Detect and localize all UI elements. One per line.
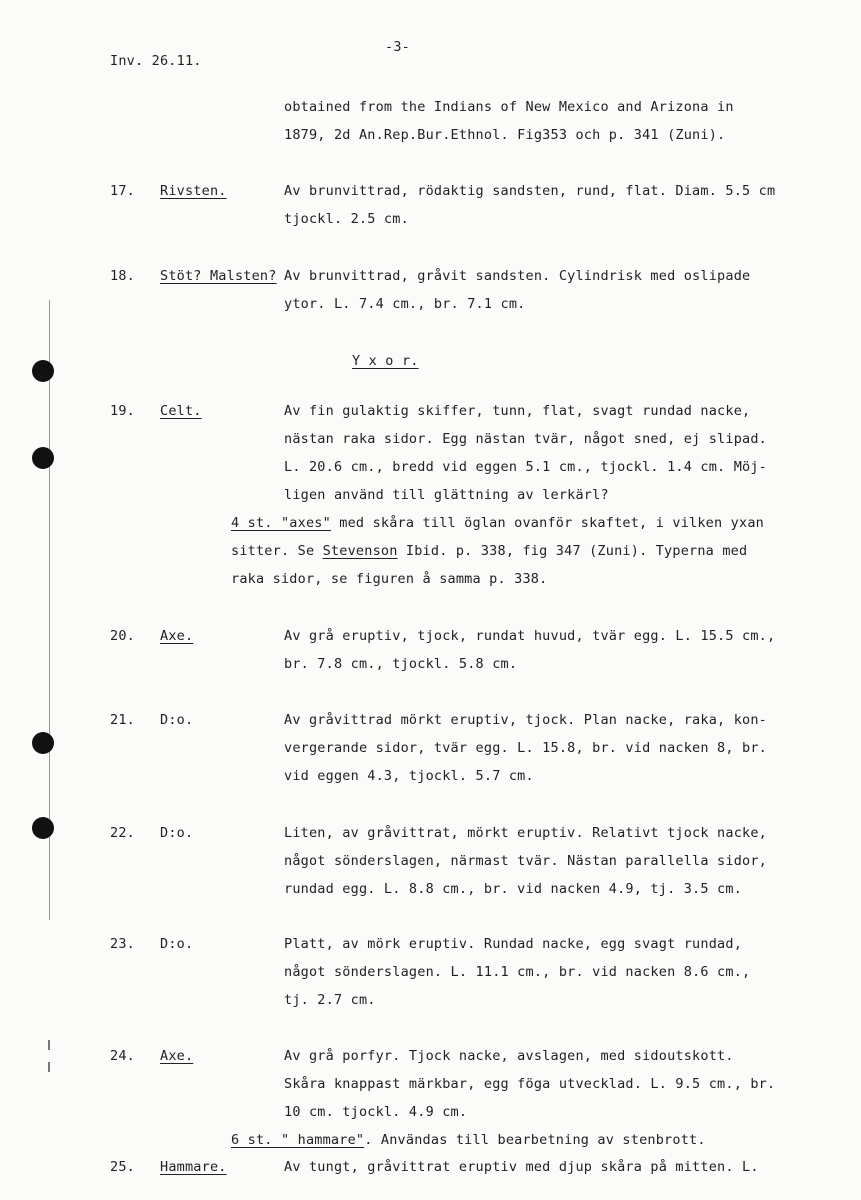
entry-number: 24.	[110, 1048, 135, 1064]
entry-name: D:o.	[160, 825, 194, 841]
entry-number: 17.	[110, 183, 135, 199]
axes-note-text: sitter. Se	[231, 543, 323, 559]
entry-line: vergerande sidor, tvär egg. L. 15.8, br. vid nacken 8, br.	[284, 740, 768, 756]
entry-line: rundad egg. L. 8.8 cm., br. vid nacken 4.9, tj. 3.5 cm.	[284, 881, 743, 897]
entry-name: Celt.	[160, 403, 202, 419]
entry-name: Hammare.	[160, 1159, 227, 1175]
entry-line: Av gråvittrad mörkt eruptiv, tjock. Plan nacke, raka, kon-	[284, 712, 768, 728]
hammer-note-lead: 6 st. " hammare"	[231, 1132, 365, 1148]
margin-mark	[48, 1062, 50, 1072]
entry-name: Axe.	[160, 1048, 194, 1064]
entry-line: Av brunvittrad, rödaktig sandsten, rund, flat. Diam. 5.5 cm	[284, 183, 776, 199]
axes-note-line	[231, 514, 764, 532]
axes-note-reference: Stevenson	[322, 543, 398, 559]
axes-note-text: med skåra till öglan ovanför skaftet, i vilken yxan	[330, 515, 764, 531]
hammer-note-text: . Användas till bearbetning av stenbrott.	[364, 1132, 706, 1148]
punch-hole	[32, 817, 54, 839]
entry-line: Av grå porfyr. Tjock nacke, avslagen, med sidoutskott.	[284, 1048, 734, 1064]
axes-note-line: raka sidor, se figuren å samma p. 338.	[231, 571, 548, 587]
entry-line: något sönderslagen, närmast tvär. Nästan parallella sidor,	[284, 853, 768, 869]
entry-line: Av tungt, gråvittrat eruptiv med djup skåra på mitten. L.	[284, 1159, 759, 1175]
page-number: -3-	[385, 39, 410, 55]
entry-line: Av fin gulaktig skiffer, tunn, flat, svagt rundad nacke,	[284, 403, 751, 419]
entry-line: något sönderslagen. L. 11.1 cm., br. vid nacken 8.6 cm.,	[284, 964, 751, 980]
axes-note-line	[231, 542, 747, 560]
entry-number: 25.	[110, 1159, 135, 1175]
entry-line: ytor. L. 7.4 cm., br. 7.1 cm.	[284, 296, 526, 312]
hammer-note-line	[231, 1131, 706, 1149]
entry-line: nästan raka sidor. Egg nästan tvär, något sned, ej slipad.	[284, 431, 768, 447]
axes-note-text: Ibid. p. 338, fig 347 (Zuni). Typerna med	[397, 543, 748, 559]
section-title: Y x o r.	[352, 353, 419, 369]
entry-line: Av brunvittrad, gråvit sandsten. Cylindrisk med oslipade	[284, 268, 751, 284]
entry-number: 18.	[110, 268, 135, 284]
entry-number: 19.	[110, 403, 135, 419]
punch-hole	[32, 447, 54, 469]
punch-hole	[32, 360, 54, 382]
entry-line: Av grå eruptiv, tjock, rundat huvud, tvär egg. L. 15.5 cm.,	[284, 628, 776, 644]
entry-line: Liten, av gråvittrat, mörkt eruptiv. Relativt tjock nacke,	[284, 825, 768, 841]
entry-name: D:o.	[160, 712, 194, 728]
entry-line: Skåra knappast märkbar, egg föga utvecklad. L. 9.5 cm., br.	[284, 1076, 776, 1092]
axes-note-lead: 4 st. "axes"	[231, 515, 331, 531]
entry-name: Stöt? Malsten?	[160, 268, 277, 284]
margin-mark	[48, 1040, 50, 1050]
intro-line: 1879, 2d An.Rep.Bur.Ethnol. Fig353 och p. 341 (Zuni).	[284, 127, 726, 143]
entry-line: L. 20.6 cm., bredd vid eggen 5.1 cm., tjockl. 1.4 cm. Möj-	[284, 459, 768, 475]
entry-number: 22.	[110, 825, 135, 841]
entry-number: 21.	[110, 712, 135, 728]
punch-hole	[32, 732, 54, 754]
entry-name: D:o.	[160, 936, 194, 952]
entry-number: 20.	[110, 628, 135, 644]
intro-line: obtained from the Indians of New Mexico and Arizona in	[284, 99, 734, 115]
inventory-number: Inv. 26.11.	[110, 53, 202, 69]
entry-line: tj. 2.7 cm.	[284, 992, 376, 1008]
entry-name: Rivsten.	[160, 183, 227, 199]
entry-line: tjockl. 2.5 cm.	[284, 211, 409, 227]
entry-line: 10 cm. tjockl. 4.9 cm.	[284, 1104, 468, 1120]
entry-line: vid eggen 4.3, tjockl. 5.7 cm.	[284, 768, 534, 784]
entry-line: br. 7.8 cm., tjockl. 5.8 cm.	[284, 656, 518, 672]
entry-line: Platt, av mörk eruptiv. Rundad nacke, egg svagt rundad,	[284, 936, 743, 952]
entry-number: 23.	[110, 936, 135, 952]
entry-name: Axe.	[160, 628, 194, 644]
entry-line: ligen använd till glättning av lerkärl?	[284, 487, 609, 503]
